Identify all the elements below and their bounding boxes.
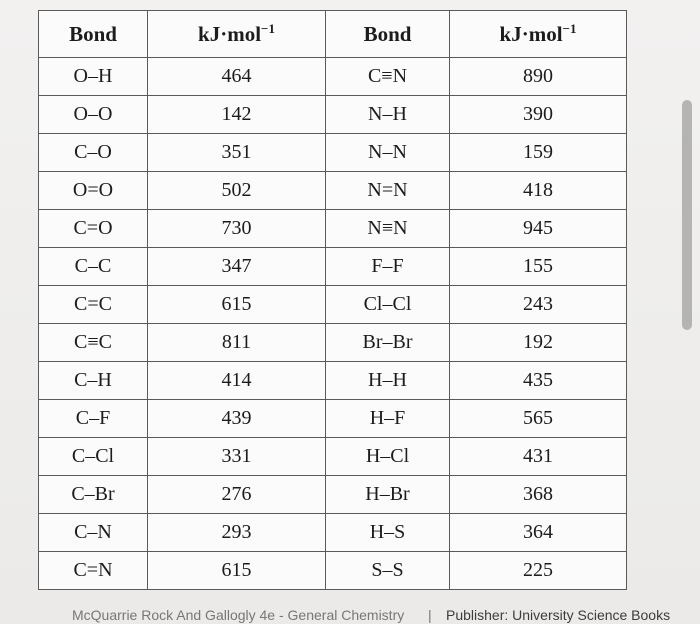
bond-cell: H–S <box>326 514 450 552</box>
energy-cell: 142 <box>148 96 326 134</box>
bond-cell: Br–Br <box>326 324 450 362</box>
bond-cell: C–Cl <box>39 438 148 476</box>
bond-cell: C–C <box>39 248 148 286</box>
bond-cell: F–F <box>326 248 450 286</box>
energy-cell: 615 <box>148 552 326 590</box>
header-bond-left: Bond <box>39 11 148 58</box>
table-row <box>39 172 627 210</box>
bond-cell: H–H <box>326 362 450 400</box>
energy-cell: 364 <box>450 514 627 552</box>
page-footer <box>0 606 700 624</box>
energy-cell: 435 <box>450 362 627 400</box>
bond-cell: C≡C <box>39 324 148 362</box>
table-row <box>39 438 627 476</box>
energy-cell: 155 <box>450 248 627 286</box>
bond-cell: H–F <box>326 400 450 438</box>
table-row <box>39 514 627 552</box>
bond-cell: C=C <box>39 286 148 324</box>
bond-cell: C–Br <box>39 476 148 514</box>
table-row <box>39 134 627 172</box>
energy-cell: 331 <box>148 438 326 476</box>
energy-cell: 293 <box>148 514 326 552</box>
bond-cell: O=O <box>39 172 148 210</box>
table-row <box>39 210 627 248</box>
table-body <box>39 58 627 590</box>
energy-cell: 730 <box>148 210 326 248</box>
energy-cell: 890 <box>450 58 627 96</box>
energy-cell: 225 <box>450 552 627 590</box>
bond-cell: C–O <box>39 134 148 172</box>
bond-cell: N≡N <box>326 210 450 248</box>
bond-cell: O–O <box>39 96 148 134</box>
table-row <box>39 362 627 400</box>
table-row <box>39 552 627 590</box>
bond-cell: S–S <box>326 552 450 590</box>
energy-cell: 276 <box>148 476 326 514</box>
energy-cell: 243 <box>450 286 627 324</box>
table-row <box>39 400 627 438</box>
bond-cell: C–F <box>39 400 148 438</box>
energy-cell: 368 <box>450 476 627 514</box>
energy-cell: 464 <box>148 58 326 96</box>
bond-cell: O–H <box>39 58 148 96</box>
energy-cell: 615 <box>148 286 326 324</box>
bond-energy-table <box>38 10 627 590</box>
header-bond-right: Bond <box>326 11 450 58</box>
bond-cell: Cl–Cl <box>326 286 450 324</box>
energy-cell: 502 <box>148 172 326 210</box>
energy-cell: 390 <box>450 96 627 134</box>
table-row <box>39 96 627 134</box>
bond-cell: N–N <box>326 134 450 172</box>
energy-cell: 347 <box>148 248 326 286</box>
header-energy-right: kJ·mol$^{-1}$ <box>450 11 627 58</box>
bond-cell: N=N <box>326 172 450 210</box>
energy-cell: 159 <box>450 134 627 172</box>
table-header-row <box>39 11 627 58</box>
bond-cell: H–Cl <box>326 438 450 476</box>
energy-cell: 439 <box>148 400 326 438</box>
energy-cell: 192 <box>450 324 627 362</box>
book-title-link[interactable]: McQuarrie Rock And Gallogly 4e - General Chemistry <box>72 607 405 623</box>
table-row <box>39 58 627 96</box>
energy-cell: 565 <box>450 400 627 438</box>
scrollbar-thumb[interactable] <box>682 100 692 330</box>
energy-cell: 418 <box>450 172 627 210</box>
footer-separator: | <box>428 607 432 623</box>
publisher-text: Publisher: University Science Books <box>446 607 671 623</box>
bond-cell: N–H <box>326 96 450 134</box>
energy-cell: 431 <box>450 438 627 476</box>
energy-cell: 811 <box>148 324 326 362</box>
bond-cell: C≡N <box>326 58 450 96</box>
table-row <box>39 476 627 514</box>
table-row <box>39 324 627 362</box>
table-row <box>39 248 627 286</box>
header-energy-left: kJ·mol$^{-1}$ <box>148 11 326 58</box>
bond-cell: C–H <box>39 362 148 400</box>
bond-cell: C=O <box>39 210 148 248</box>
bond-cell: H–Br <box>326 476 450 514</box>
bond-cell: C–N <box>39 514 148 552</box>
energy-cell: 945 <box>450 210 627 248</box>
table-row <box>39 286 627 324</box>
energy-cell: 351 <box>148 134 326 172</box>
energy-cell: 414 <box>148 362 326 400</box>
bond-cell: C=N <box>39 552 148 590</box>
